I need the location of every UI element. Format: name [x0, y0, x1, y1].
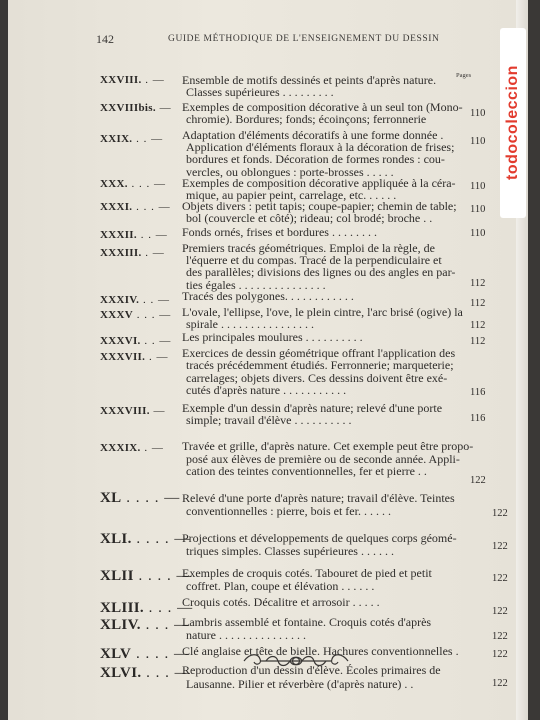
entry-text-line: mique, au papier peint, carrelage, etc. . . . . .	[186, 188, 397, 203]
entry-text-line: Exemples de croquis cotés. Tabouret de pied et petit	[182, 566, 432, 580]
entry-text-line: Objets divers : petit tapis; coupe-papier; chemin de table;	[182, 199, 457, 213]
entry-numeral: XXXIX.	[100, 442, 141, 454]
entry-page-number: 122	[492, 606, 508, 617]
entry-page-number: 122	[492, 508, 508, 519]
entry-page-number: 122	[492, 649, 508, 660]
entry-numeral: XXIX.	[100, 133, 133, 145]
entry-page-number: 110	[470, 204, 486, 215]
entry-text-line: tracés précédemment étudiés. Ferronnerie; marqueterie;	[186, 358, 454, 373]
entry-page-number: 110	[470, 108, 486, 119]
entry-leader: . . . —	[143, 600, 194, 616]
entry-numeral: XLIII.	[100, 600, 144, 616]
entry-text-line: coffret. Plan, coupe et élévation . . . . . .	[186, 578, 375, 593]
entry-leader: . . —	[136, 229, 168, 241]
entry-page-number: 112	[470, 298, 486, 309]
entry-numeral: XXX.	[100, 178, 128, 190]
entry-leader: . —	[141, 74, 165, 86]
entry-text-line: Adaptation d'éléments décoratifs à une forme donnée .	[182, 128, 444, 142]
entry-text-line: Ensemble de motifs dessinés et peints d'après nature.	[182, 73, 437, 87]
entry-page-number: 112	[470, 278, 486, 289]
entry-leader: . . . —	[141, 665, 191, 681]
entry-text-line: posé aux élèves de première ou de seconde année. Appli-	[186, 451, 460, 466]
entry-numeral: XXXII.	[100, 229, 137, 241]
entry-leader: . —	[145, 351, 169, 363]
entry-leader: . . —	[139, 294, 170, 306]
entry-numeral: XXXVIII.	[100, 405, 150, 417]
decorative-ornament-icon	[240, 650, 352, 672]
entry-numeral: XXXIII.	[100, 247, 142, 259]
entry-numeral: XXVIII.	[100, 74, 142, 86]
entry-text-line: ties égales . . . . . . . . . . . . . . .	[186, 277, 326, 292]
entry-numeral: XXXIV.	[100, 294, 140, 306]
entry-leader: —	[149, 405, 166, 417]
entry-numeral: XXVIIIbis.	[100, 102, 156, 114]
entry-leader: . —	[140, 442, 164, 454]
page-number: 142	[96, 32, 114, 46]
entry-text-line: conventionnelles : pierre, bois et fer. . . . . .	[186, 504, 391, 518]
entry-number	[100, 531, 190, 548]
entry-leader: . —	[141, 247, 165, 259]
entry-numeral: XXXV	[100, 309, 133, 321]
entry-numeral: XLIV.	[100, 617, 141, 633]
entry-number	[100, 646, 190, 663]
entry-text-line: carrelages; objets divers. Ces dessins doivent être exé-	[186, 370, 448, 385]
entry-text-line: des parallèles; divisions des lignes ou des angles en par-	[186, 265, 456, 280]
entry-number	[100, 405, 166, 417]
entry-text-line: bordures et fonds. Décoration de formes rondes : cou-	[186, 152, 445, 167]
entry-number	[100, 442, 164, 454]
entry-leader: . . . —	[132, 201, 171, 213]
watermark	[500, 28, 526, 218]
entry-text-line: Croquis cotés. Décalitre et arrosoir . . . . .	[182, 595, 380, 609]
entry-leader: . . . . —	[131, 646, 190, 662]
entry-number	[100, 133, 163, 145]
entry-text-line: spirale . . . . . . . . . . . . . . . .	[186, 317, 314, 332]
entry-page-number: 122	[492, 573, 508, 584]
entry-text-line: Relevé d'une porte d'après nature; travail d'élève. Teintes	[182, 491, 455, 505]
entry-numeral: XL	[100, 490, 122, 506]
entry-leader: . . —	[132, 133, 164, 145]
entry-page-number: 122	[492, 678, 508, 689]
entry-page-number: 110	[470, 228, 486, 239]
entry-text-line: Clé anglaise et tête de bielle. Hachures conventionnelles .	[182, 644, 459, 658]
entry-text-line: Lambris assemblé et fontaine. Croquis cotés d'après	[182, 615, 432, 629]
entry-number	[100, 102, 172, 114]
entry-leader: . . —	[140, 335, 172, 347]
entry-page-number: 112	[470, 320, 486, 331]
entry-text-line: Exemples de composition décorative appliquée à la céra-	[182, 176, 456, 190]
watermark-text: todocoleccion	[504, 65, 521, 181]
entry-number	[100, 335, 171, 347]
entry-number	[100, 178, 166, 190]
entry-text-line: L'ovale, l'ellipse, l'ove, le plein cintre, l'arc brisé (ogive) la	[182, 305, 463, 319]
entry-number	[100, 309, 171, 321]
entry-text-line: Exemple d'un dessin d'après nature; relevé d'une porte	[182, 401, 443, 415]
entry-text-line: Premiers tracés géométriques. Emploi de la règle, de	[182, 241, 435, 255]
entry-number	[100, 568, 192, 585]
entry-number	[100, 665, 191, 682]
entry-text-line: triques simples. Classes supérieures . . . . . .	[186, 544, 394, 558]
entry-text-line: chromie). Bordures; fonds; écoinçons; ferronnerie	[186, 112, 427, 127]
entry-leader: —	[155, 102, 172, 114]
entry-text-line: cutés d'après nature . . . . . . . . . . .	[186, 383, 347, 398]
entry-page-number: 122	[492, 541, 508, 552]
entry-text-line: Exemples de composition décorative à un seul ton (Mono-	[182, 100, 463, 114]
entry-number	[100, 617, 190, 634]
entry-page-number: 122	[470, 475, 486, 486]
entry-numeral: XLV	[100, 646, 132, 662]
entry-text-line: Classes supérieures . . . . . . . . .	[186, 85, 334, 100]
entry-number	[100, 490, 180, 507]
entry-page-number: 112	[470, 336, 486, 347]
entry-text-line: nature . . . . . . . . . . . . . . .	[186, 627, 306, 642]
entry-leader: . . . —	[132, 309, 172, 321]
entry-page-number: 116	[470, 387, 486, 398]
running-head: GUIDE MÉTHODIQUE DE L'ENSEIGNEMENT DU DESSIN	[168, 34, 440, 44]
entry-page-number: 122	[492, 631, 508, 642]
book-page	[8, 0, 528, 720]
entry-numeral: XXXI.	[100, 201, 133, 213]
entry-text-line: bol (couvercle et côté); rideau; col brodé; broche . .	[186, 211, 433, 226]
entry-leader: . . . . —	[131, 531, 191, 547]
entry-text-line: vercles, ou oblongues : porte-brosses . . . . .	[186, 164, 394, 179]
entry-text-line: Fonds ornés, frises et bordures . . . . . . . .	[182, 225, 377, 239]
entry-page-number: 110	[470, 181, 486, 192]
entry-text-line: Reproduction d'un dessin d'élève. Écoles primaires de	[182, 663, 441, 677]
entry-numeral: XXXVII.	[100, 351, 146, 363]
entry-text-line: Lausanne. Pilier et réverbère (d'après nature) . .	[186, 677, 414, 691]
entry-numeral: XXXVI.	[100, 335, 141, 347]
entry-numeral: XLVI.	[100, 665, 142, 681]
entry-number	[100, 201, 171, 213]
entry-number	[100, 229, 168, 241]
pages-column-label: Pages	[456, 72, 472, 79]
entry-number	[100, 247, 165, 259]
entry-page-number: 116	[470, 413, 486, 424]
entry-text-line: Les principales moulures . . . . . . . . . .	[182, 330, 363, 344]
entry-numeral: XLI.	[100, 531, 132, 547]
entry-leader: . . . —	[127, 178, 167, 190]
entry-text-line: simple; travail d'élève . . . . . . . . . .	[186, 413, 352, 428]
entry-text-line: Application d'éléments floraux à la décoration de frises;	[186, 140, 455, 155]
entry-number	[100, 74, 165, 86]
entry-number	[100, 294, 170, 306]
entry-leader: . . . —	[140, 617, 191, 633]
entry-leader: . . . . —	[133, 568, 193, 584]
entry-text-line: Travée et grille, d'après nature. Cet exemple peut être propo-	[182, 439, 474, 453]
entry-text-line: cation des teintes conventionnelles, fer et pierre . .	[186, 464, 427, 479]
entry-number	[100, 351, 168, 363]
entry-text-line: Tracés des polygones. . . . . . . . . . . .	[182, 289, 354, 303]
entry-leader: . . . . —	[121, 490, 181, 506]
entry-number	[100, 600, 193, 617]
entry-numeral: XLII	[100, 568, 134, 584]
entry-text-line: Projections et développements de quelques corps géomé-	[182, 531, 457, 545]
entry-text-line: l'équerre et du compas. Tracé de la perpendiculaire et	[186, 253, 442, 268]
entry-text-line: Exercices de dessin géométrique offrant l'application des	[182, 346, 456, 360]
entry-page-number: 110	[470, 136, 486, 147]
